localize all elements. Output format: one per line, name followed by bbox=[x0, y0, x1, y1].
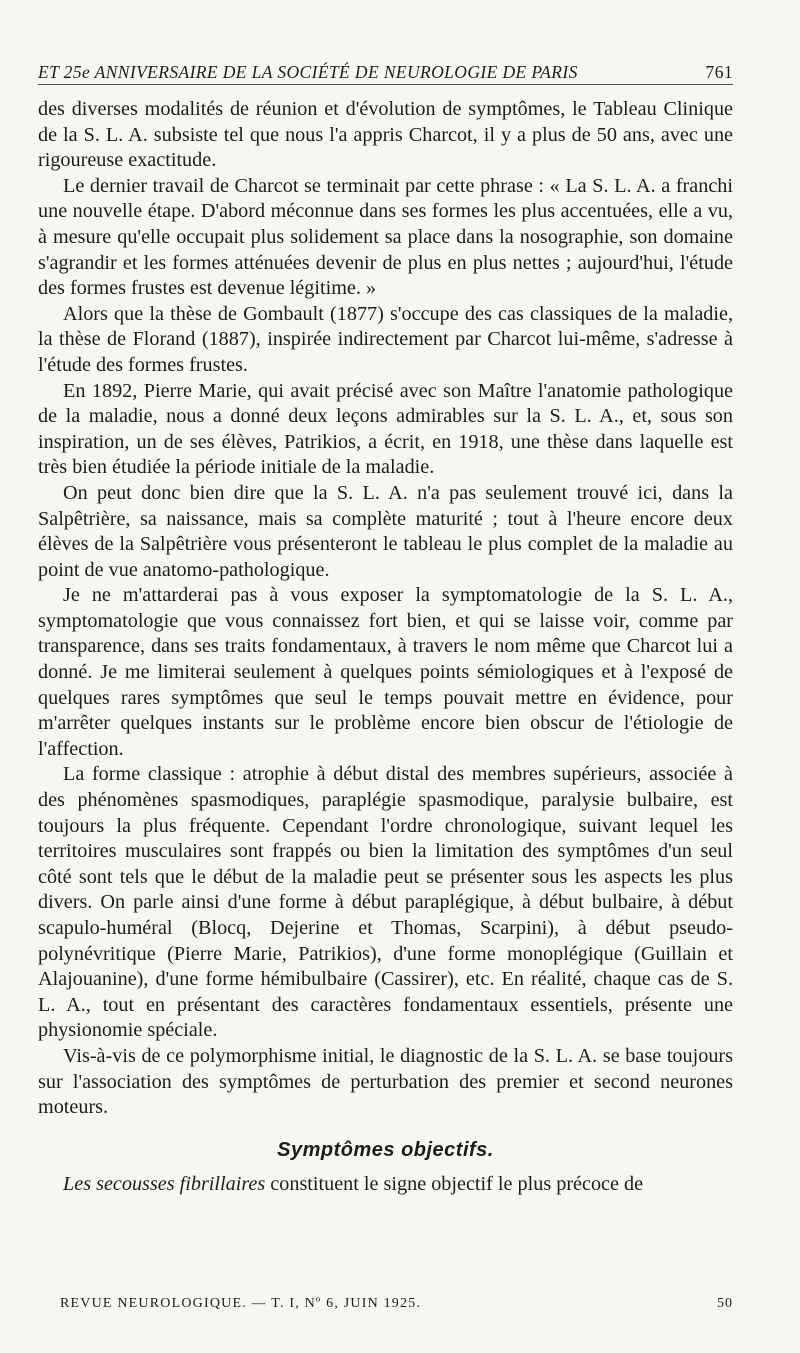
footer-journal: REVUE NEUROLOGIQUE. — T. I, Nº 6, JUIN 1925. bbox=[60, 1296, 422, 1311]
footer-signature: 50 bbox=[717, 1296, 733, 1311]
paragraph-1: des diverses modalités de réunion et d'évolution de symptômes, le Tableau Clinique de la S. L. A. subsiste tel que nous l'a appris Charcot, il y a plus de 50 ans, avec une rigoureuse exactitude. bbox=[38, 98, 733, 172]
paragraph-8: Vis-à-vis de ce polymorphisme initial, le diagnostic de la S. L. A. se base toujours sur l'association des symptômes de perturbation des premier et second neurones moteurs. bbox=[38, 1044, 733, 1119]
last-line-emphasis: Les secousses fibrillaires bbox=[63, 1172, 266, 1195]
paragraph-6: Je ne m'attarderai pas à vous exposer la symptomatologie de la S. L. A., symptomatologie que vous connaissez fort bien, et qui se laisse voir, comme par transparence, dans ses traits fondamentaux, à travers le nom même que Charcot lui a donné. Je me limiterai seulement à quelques points sémiologiques et à l'exposé de quelques rares symptômes que seul le temps pouvait mettre en évidence, pour m'arrêter quelques instants sur le problème encore bien obscur de l'étiologie de l'affection. bbox=[38, 584, 733, 760]
last-line bbox=[38, 1172, 733, 1198]
paragraph-2: Le dernier travail de Charcot se terminait par cette phrase : « La S. L. A. a franchi une nouvelle étape. D'abord méconnue dans ses formes les plus accentuées, elle a vu, à mesure qu'elle occupait plus solidement sa place dans la nosographie, son domaine s'agrandir et les formes atténuées devenir de plus en plus nettes ; aujourd'hui, l'étude des formes frustes est devenue légitime. » bbox=[38, 174, 733, 300]
page-number: 761 bbox=[705, 62, 733, 82]
running-head bbox=[38, 62, 733, 85]
body-text bbox=[38, 97, 733, 1197]
footer bbox=[60, 1296, 733, 1312]
paragraph-7: La forme classique : atrophie à début distal des membres supérieurs, associée à des phénomènes spasmodiques, paraplégie spasmodique, paralysie bulbaire, est toujours la plus fréquente. Cependant l'ordre chronologique, suivant lequel les territoires musculaires sont frappés ou bien la limitation des symptômes d'un seul côté sont tels que le début de la maladie peut se présenter sous les aspects les plus divers. On parle ainsi d'une forme à début paraplégique, à début bulbaire, à début scapulo-huméral (Blocq, Dejerine et Thomas, Scarpini), à début pseudo-polynévritique (Pierre Marie, Patrikios), d'une forme monoplégique (Guillain et Alajouanine), d'une forme hémibulbaire (Cassirer), etc. En réalité, chaque cas de S. L. A., tout en présentant des caractères fondamentaux essentiels, présente une physionomie spéciale. bbox=[38, 763, 733, 1042]
paragraph-3: Alors que la thèse de Gombault (1877) s'occupe des cas classiques de la maladie, la thèse de Florand (1887), inspirée indirectement par Charcot lui-même, s'adresse à l'étude des formes frustes. bbox=[38, 302, 733, 376]
running-head-title: ET 25e ANNIVERSAIRE DE LA SOCIÉTÉ DE NEUROLOGIE DE PARIS bbox=[38, 62, 578, 82]
section-heading: Symptômes objectifs. bbox=[277, 1138, 494, 1161]
paragraph-5: On peut donc bien dire que la S. L. A. n'a pas seulement trouvé ici, dans la Salpêtrière, sa naissance, mais sa complète maturité ; tout à l'heure encore deux élèves de la Salpêtrière vous présenteront le tableau le plus complet de la maladie au point de vue anatomo-pathologique. bbox=[38, 481, 733, 581]
paragraph-4: En 1892, Pierre Marie, qui avait précisé avec son Maître l'anatomie pathologique de la maladie, nous a donné deux leçons admirables sur la S. L. A., et, sous son inspiration, un de ses élèves, Patrikios, a écrit, en 1918, une thèse dans laquelle est très bien étudiée la période initiale de la maladie. bbox=[38, 379, 733, 479]
last-line-rest: constituent le signe objectif le plus précoce de bbox=[270, 1172, 644, 1195]
